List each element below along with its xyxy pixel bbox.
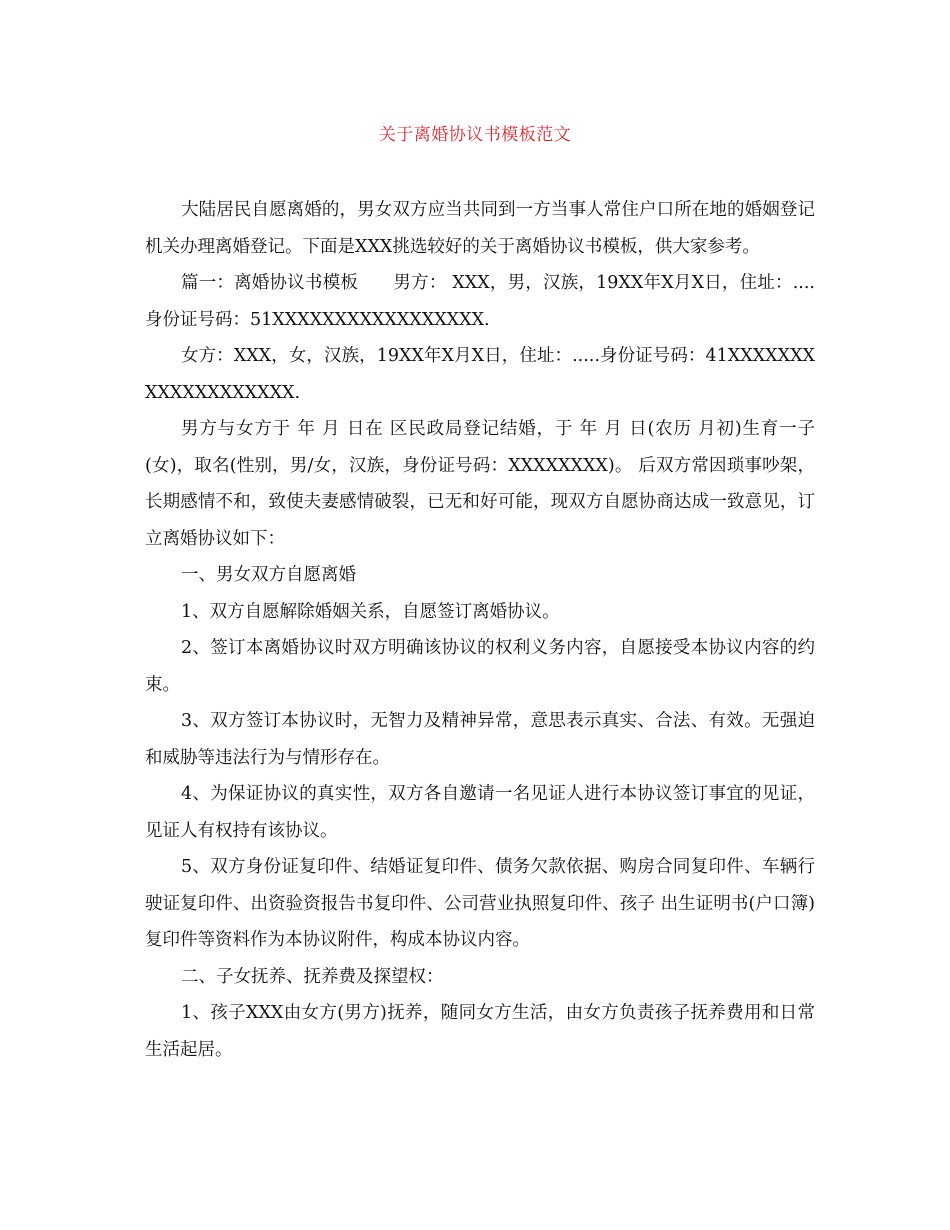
- clause-1: 1、双方自愿解除婚姻关系，自愿签订离婚协议。: [181, 601, 560, 622]
- clause-5: 5、双方身份证复印件、结婚证复印件、债务欠款依据、购房合同复印件、车辆行驶证复印件、出资验资报告书复印件、公司营业执照复印件、孩子 出生证明书(户口簿)复印件等资料作为本协议附件，构成本协议内容。: [145, 857, 815, 950]
- paragraph-intro: 大陆居民自愿离婚的，男女双方应当共同到一方当事人常住户口所在地的婚姻登记机关办理离婚登记。下面是XXX挑选较好的关于离婚协议书模板，供大家参考。: [145, 200, 815, 257]
- section-heading-custody: 二、子女抚养、抚养费及探望权：: [181, 966, 444, 987]
- paragraph-male-party: 篇一：离婚协议书模板 男方： XXX，男，汉族，19XX年X月X日，住址：....身份证号码：51XXXXXXXXXXXXXXXXX.: [145, 273, 815, 330]
- paragraph-background: 男方与女方于 年 月 日在 区民政局登记结婚，于 年 月 日(农历 月初)生育一子(女)，取名(性别，男/女，汉族，身份证号码：XXXXXXXX)。 后双方常因琐事吵架，长期感情不和，致使夫妻感情破裂，已无和好可能，现双方自愿协商达成一致意见，订立离婚协议如下：: [145, 419, 815, 549]
- custody-clause-1: 1、孩子XXX由女方(男方)抚养，随同女方生活，由女方负责孩子抚养费用和日常生活起居。: [145, 1003, 815, 1060]
- document-title: 关于离婚协议书模板范文: [378, 125, 572, 145]
- clause-4: 4、为保证协议的真实性，双方各自邀请一名见证人进行本协议签订事宜的见证，见证人有权持有该协议。: [145, 784, 815, 841]
- clause-2: 2、签订本离婚协议时双方明确该协议的权利义务内容，自愿接受本协议内容的约束。: [145, 638, 815, 695]
- paragraph-female-party: 女方：XXX，女，汉族，19XX年X月X日，住址：.....身份证号码：41XXXXXXXXXXXXXXXXXXX.: [145, 346, 815, 403]
- clause-3: 3、双方签订本协议时，无智力及精神异常，意思表示真实、合法、有效。无强迫和威胁等违法行为与情形存在。: [145, 711, 815, 768]
- section-heading-divorce: 一、男女双方自愿离婚: [181, 565, 356, 585]
- document-body: [145, 192, 815, 1068]
